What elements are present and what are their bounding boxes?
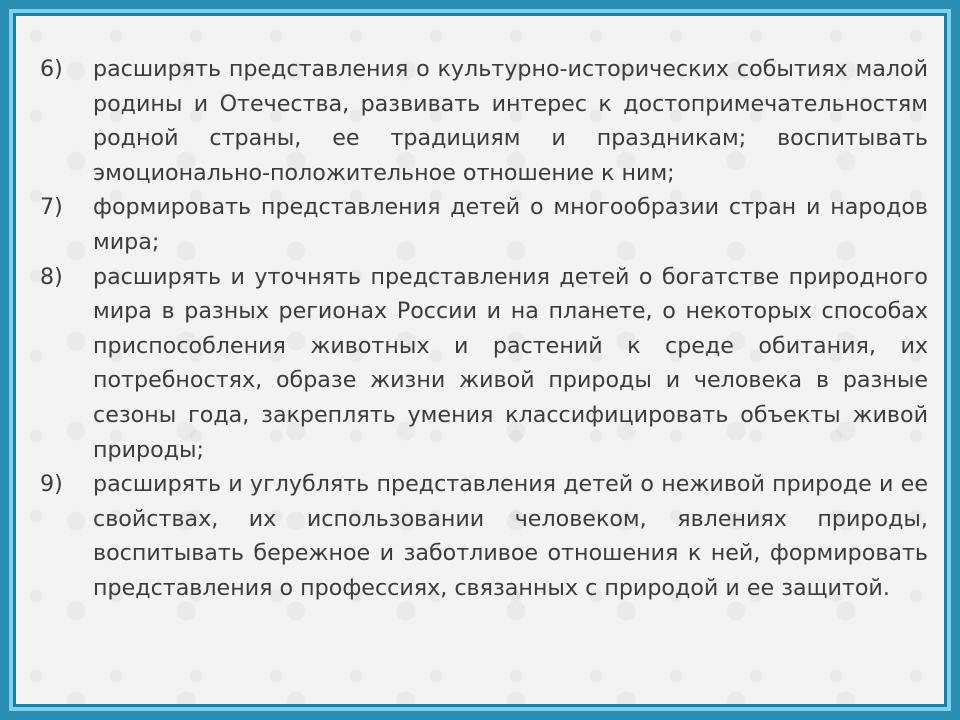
list-text: расширять представления о культурно-исторических событиях малой родины и Отечества, развивать интерес к достопримечательностям родной страны, ее традициям и праздникам; воспитывать эмоционально-положительное отношение к ним; (93, 56, 928, 186)
list-item-6 (40, 52, 928, 190)
list-item-8 (40, 260, 928, 468)
list-number: 7) (40, 194, 63, 221)
list-text: расширять и углублять представления детей о неживой природе и ее свойствах, их использовании человеком, явлениях природы, воспитывать бережное и заботливое отношения к ней, формировать представления о профессиях, связанных с природой и ее защитой. (93, 471, 928, 601)
numbered-list (40, 52, 928, 606)
list-item-9 (40, 467, 928, 605)
list-text: расширять и уточнять представления детей о богатстве природного мира в разных регионах России и на планете, о некоторых способах приспособления животных и растений к среде обитания, их потребностях, образе жизни живой природы и человека в разные сезоны года, закреплять умения классифицировать объекты живой природы; (93, 263, 928, 463)
slide-canvas (16, 16, 944, 704)
list-text: формировать представления детей о многообразии стран и народов мира; (93, 194, 928, 255)
list-number: 6) (40, 56, 63, 82)
list-item-7 (40, 190, 928, 259)
list-number: 9) (40, 471, 63, 498)
list-number: 8) (40, 263, 63, 290)
slide-inner-border (9, 9, 951, 711)
